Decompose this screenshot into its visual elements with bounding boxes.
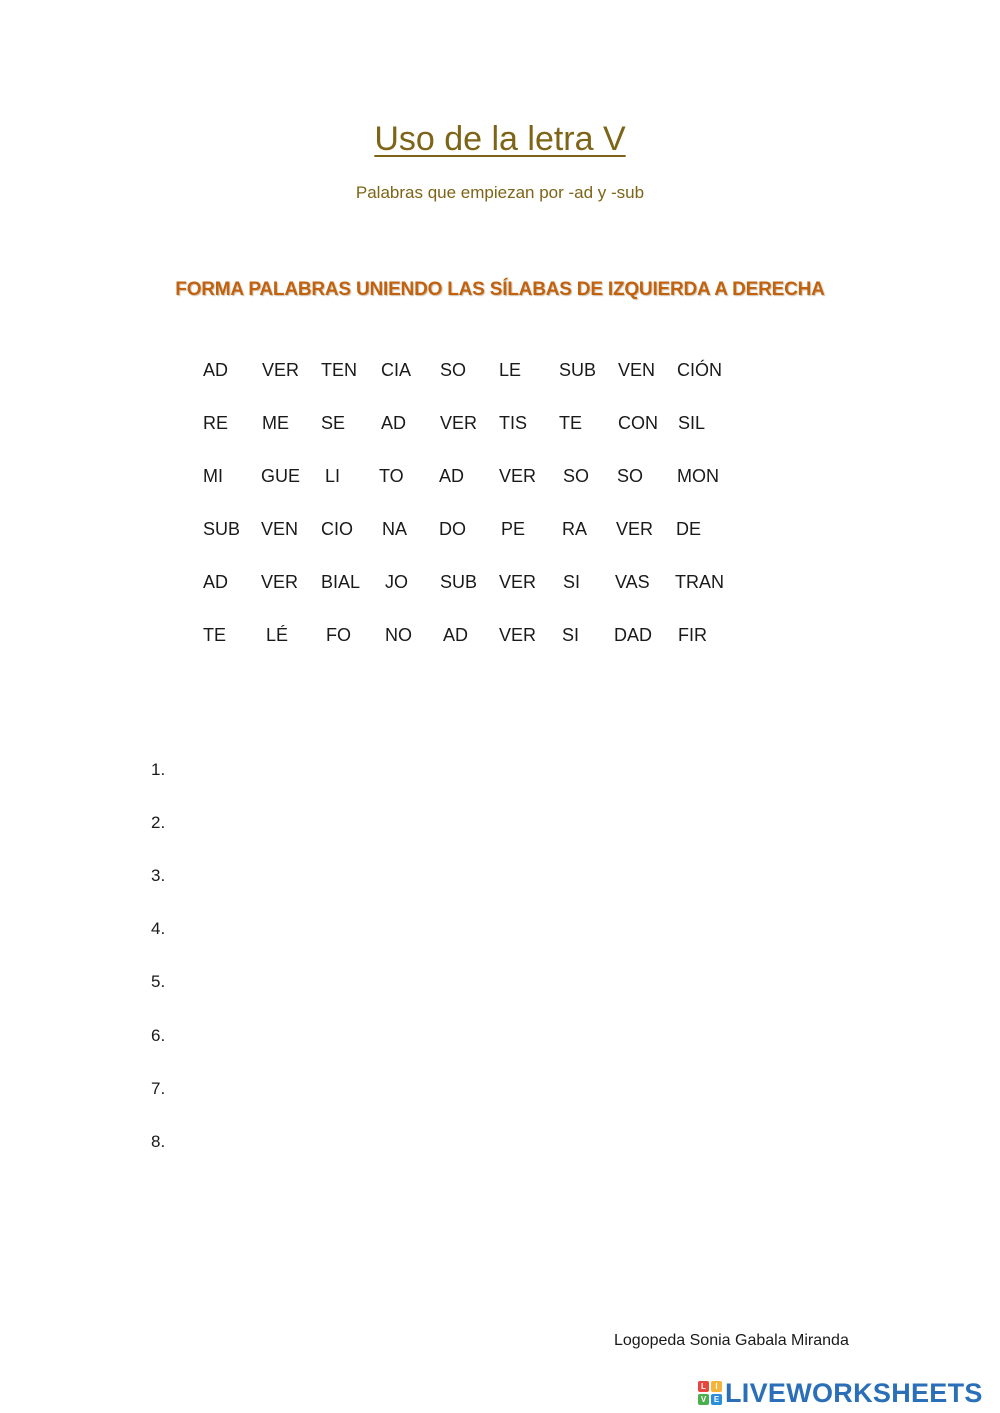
syllable: DO <box>439 519 466 539</box>
exercise-instruction: FORMA PALABRAS UNIENDO LAS SÍLABAS DE IZQUIERDA A DERECHA <box>175 279 825 300</box>
logo-letter: I <box>711 1381 722 1392</box>
syllable: SI <box>563 572 581 592</box>
syllable: TE <box>559 413 583 433</box>
logo-letter: E <box>711 1394 722 1405</box>
syllable: VER <box>261 572 299 592</box>
syllable: MON <box>677 466 719 486</box>
syllable: VAS <box>615 572 650 592</box>
syllable: SUB <box>203 519 241 539</box>
answer-line-5: 5. <box>151 972 166 991</box>
syllable: TIS <box>499 413 528 433</box>
syllable: CIÓN <box>677 360 722 380</box>
syllable: SO <box>563 466 590 486</box>
syllable-row <box>0 413 1000 437</box>
syllable: MI <box>203 466 223 486</box>
syllable: SO <box>617 466 644 486</box>
syllable: SUB <box>440 572 478 592</box>
syllable: LE <box>499 360 522 380</box>
logo-letter: L <box>698 1381 709 1392</box>
page-subtitle: Palabras que empiezan por -ad y -sub <box>355 183 645 202</box>
syllable: CON <box>618 413 658 433</box>
syllable: JO <box>385 572 409 592</box>
answer-line-4: 4. <box>151 919 166 938</box>
syllable: SE <box>321 413 346 433</box>
syllable: CIO <box>321 519 354 539</box>
syllable: AD <box>203 572 229 592</box>
brand-text: LIVEWORKSHEETS <box>725 1377 983 1408</box>
syllable-row <box>0 360 1000 384</box>
syllable: AD <box>381 413 407 433</box>
syllable: VER <box>499 625 537 645</box>
answer-line-7: 7. <box>151 1079 166 1098</box>
syllable: DAD <box>614 625 653 645</box>
syllable: PE <box>501 519 526 539</box>
answer-line-1: 1. <box>151 760 166 779</box>
page-title: Uso de la letra V <box>374 120 626 158</box>
syllable: BIAL <box>321 572 361 592</box>
syllable: VEN <box>618 360 656 380</box>
answer-line-3: 3. <box>151 866 166 885</box>
syllable: AD <box>439 466 465 486</box>
syllable-row <box>0 466 1000 490</box>
syllable: VER <box>499 572 537 592</box>
syllable: VER <box>499 466 537 486</box>
syllable: SI <box>562 625 580 645</box>
syllable: NO <box>385 625 412 645</box>
syllable-row <box>0 572 1000 596</box>
syllable-row <box>0 519 1000 543</box>
syllable: TO <box>379 466 404 486</box>
syllable: GUE <box>261 466 301 486</box>
syllable: DE <box>676 519 702 539</box>
syllable: FO <box>326 625 351 645</box>
syllable: VER <box>262 360 300 380</box>
syllable: AD <box>443 625 469 645</box>
syllable: VER <box>616 519 654 539</box>
syllable: CIA <box>381 360 412 380</box>
syllable: AD <box>203 360 229 380</box>
syllable: LÉ <box>266 625 289 645</box>
answer-line-8: 8. <box>151 1132 166 1151</box>
syllable: VER <box>440 413 478 433</box>
answer-line-6: 6. <box>151 1026 166 1045</box>
syllable: TRAN <box>675 572 724 592</box>
syllable: TEN <box>321 360 357 380</box>
syllable: RE <box>203 413 229 433</box>
answer-line-2: 2. <box>151 813 166 832</box>
author-credit: Logopeda Sonia Gabala Miranda <box>614 1332 849 1349</box>
syllable: NA <box>382 519 408 539</box>
syllable: VEN <box>261 519 299 539</box>
syllable: TE <box>203 625 227 645</box>
syllable: FIR <box>678 625 707 645</box>
syllable: SUB <box>559 360 597 380</box>
logo-letter: V <box>698 1394 709 1405</box>
liveworksheets-logo-icon <box>698 1381 722 1405</box>
syllable: ME <box>262 413 289 433</box>
syllable-row <box>0 625 1000 649</box>
syllable: LI <box>325 466 341 486</box>
syllable: RA <box>562 519 588 539</box>
syllable: SO <box>440 360 467 380</box>
liveworksheets-brand[interactable] <box>698 1376 983 1410</box>
syllable: SIL <box>678 413 706 433</box>
